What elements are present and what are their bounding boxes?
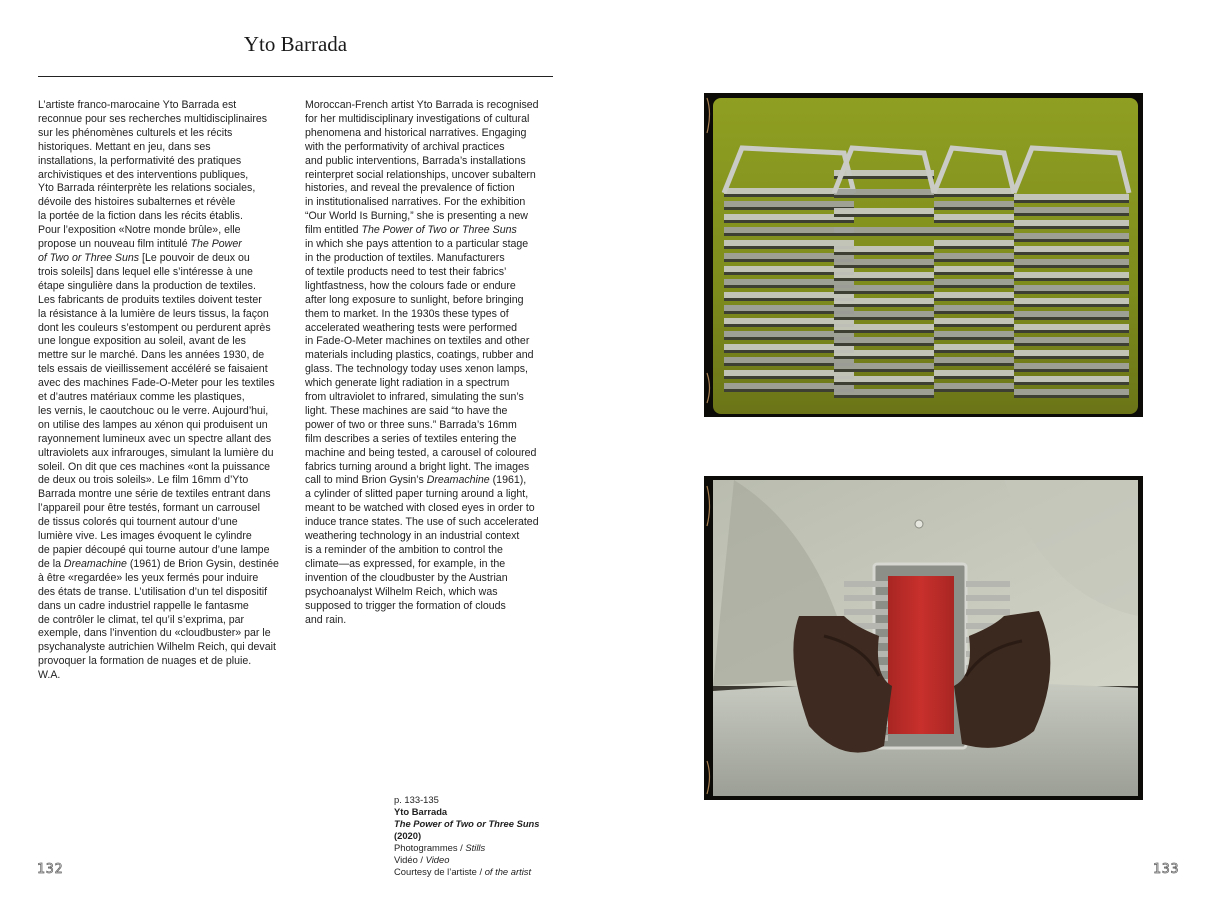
caption-stills: Photogrammes / Stills (394, 842, 486, 853)
caption-courtesy: Courtesy de l’artiste / of the artist (394, 866, 532, 877)
film-still-stacked-metal-racks (704, 93, 1143, 417)
body-text-english: Moroccan-French artist Yto Barrada is recognised for her multidisciplinary investigations of cultural phenomena and historical narratives. Engaging with the performativity of archival practices and public interventions, Barrada’s installations reinterpret social relationships, uncover subaltern histories, and reveal the prevalence of fiction in institutionalised narratives. For the exhibition “Our World Is Burning,” she is presenting a new film entitled The Power of Two or Three Suns in which she pays attention to a particular stage in the production of textiles. Manufacturers of textile products need to test their fabrics’ lightfastness, how the colours fade or endure after long exposure to sunlight, before bringing them to market. In the 1930s these types of accelerated weathering tests were performed in Fade-O-Meter machines on textiles and other materials including plastics, coatings, rubber and glass. The technology today uses xenon lamps, which generate light radiation in a spectrum from ultraviolet to infrared, simulating the sun’s light. These machines are said “to have the power of two or three suns.” Barrada’s 16mm film describes a series of textiles entering the machine and being tested, a carousel of coloured fabrics turning around a bright light. The images call to mind Brion Gysin’s Dreamachine (1961), a cylinder of slitted paper turning around a light, meant to be watched with closed eyes in order to induce trance states. The use of such accelerated weathering technology in an industrial context is a reminder of the ambition to control the climate—as expressed, for example, in the invention of the cloudbuster by the Austrian psychoanalyst Wilhelm Reich, which was supposed to trigger the formation of clouds and rain. (305, 99, 539, 626)
caption-artist: Yto Barrada (394, 806, 448, 817)
page-title: Yto Barrada (243, 32, 348, 56)
caption-year: (2020) (394, 830, 422, 841)
caption-work-title: The Power of Two or Three Suns (394, 818, 540, 829)
body-text-french: L’artiste franco-marocaine Yto Barrada est reconnue pour ses recherches multidisciplinaires sur les phénomènes culturels et les récits historiques. Mettant en jeu, dans ses installations, la performativité des pratiques archivistiques et des interventions publiques, Yto Barrada réinterprète les relations sociales, dévoile des histoires subalternes et révèle la portée de la fiction dans les récits établis. Pour l’exposition «Notre monde brûle», elle propose un nouveau film intitulé The Power of Two or Three Suns [Le pouvoir de deux ou trois soleils] dans lequel elle s’intéresse à une étape singulière dans la production de textiles. Les fabricants de produits textiles doivent tester la résistance à la lumière de leurs tissus, la façon dont les couleurs s’estompent ou perdurent après une longue exposition au soleil, avant de les mettre sur le marché. Dans les années 1930, de tels essais de vieillissement accéléré se faisaient avec des machines Fade-O-Meter pour les textiles et d’autres matériaux comme les plastiques, les vernis, le caoutchouc ou le verre. Aujourd’hui, on utilise des lampes au xénon qui produisent un rayonnement lumineux avec un spectre allant des ultraviolets aux infrarouges, simulant la lumière du soleil. On dit que ces machines «ont la puissance de deux ou trois soleils». Le film 16mm d’Yto Barrada montre une série de textiles entrant dans l’appareil pour être testés, formant un carrousel de tissus colorés qui tournent autour d’une lumière vive. Les images évoquent le cylindre de papier découpé qui tourne autour d’une lampe de la Dreamachine (1961) de Brion Gysin, destinée à être «regardée» les yeux fermés pour induire des états de transe. L’utilisation d’un tel dispositif dans un cadre industriel rappelle le fantasme de contrôler le climat, tel qu’il s’exprima, par exemple, dans l’invention du «cloudbuster» par le psychanalyste autrichien Wilhelm Reich, qui devait provoquer la formation de nuages et de pluie. W.A. (38, 99, 279, 682)
caption-pages: p. 133-135 (394, 794, 439, 805)
image-caption (394, 794, 574, 878)
film-still-hands-holding-red-fabric-sample (704, 476, 1143, 800)
page-number-right: 133 (1153, 862, 1180, 877)
page-number-left: 132 (37, 862, 64, 877)
caption-medium: Vidéo / Video (394, 854, 450, 865)
title-rule (38, 76, 553, 77)
